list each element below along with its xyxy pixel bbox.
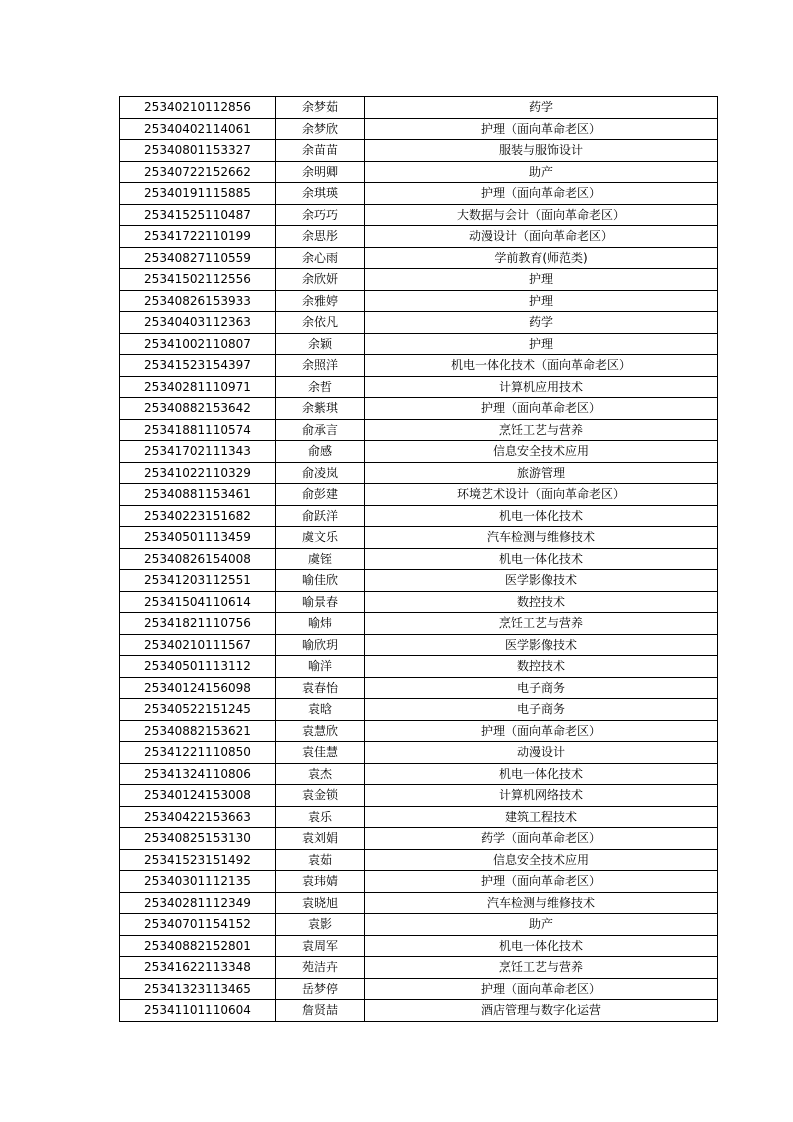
exam-number-cell: 25340402114061 bbox=[120, 118, 276, 140]
exam-number-cell: 25340281112349 bbox=[120, 892, 276, 914]
major-cell: 计算机应用技术 bbox=[365, 376, 718, 398]
exam-number-cell: 25340827110559 bbox=[120, 247, 276, 269]
exam-number-cell: 25340403112363 bbox=[120, 312, 276, 334]
exam-number-cell: 25340281110971 bbox=[120, 376, 276, 398]
table-row bbox=[120, 183, 718, 205]
exam-number-cell: 25340301112135 bbox=[120, 871, 276, 893]
student-name-cell: 余巧巧 bbox=[276, 204, 365, 226]
table-row bbox=[120, 677, 718, 699]
table-row bbox=[120, 290, 718, 312]
table-row bbox=[120, 871, 718, 893]
student-name-cell: 余琪瑛 bbox=[276, 183, 365, 205]
table-row bbox=[120, 656, 718, 678]
admission-list-table bbox=[119, 96, 718, 1022]
table-row bbox=[120, 376, 718, 398]
exam-number-cell: 25341702111343 bbox=[120, 441, 276, 463]
exam-number-cell: 25341525110487 bbox=[120, 204, 276, 226]
table-row bbox=[120, 914, 718, 936]
table-row bbox=[120, 591, 718, 613]
exam-number-cell: 25341323113465 bbox=[120, 978, 276, 1000]
major-cell: 动漫设计 bbox=[365, 742, 718, 764]
student-name-cell: 喻佳欣 bbox=[276, 570, 365, 592]
student-name-cell: 余欣妍 bbox=[276, 269, 365, 291]
exam-number-cell: 25340124156098 bbox=[120, 677, 276, 699]
student-name-cell: 余照洋 bbox=[276, 355, 365, 377]
major-cell: 护理（面向革命老区） bbox=[365, 183, 718, 205]
exam-number-cell: 25340422153663 bbox=[120, 806, 276, 828]
major-cell: 药学（面向革命老区） bbox=[365, 828, 718, 850]
table-row bbox=[120, 957, 718, 979]
exam-number-cell: 25340210111567 bbox=[120, 634, 276, 656]
student-name-cell: 余苗苗 bbox=[276, 140, 365, 162]
student-name-cell: 詹贤喆 bbox=[276, 1000, 365, 1022]
student-name-cell: 袁乐 bbox=[276, 806, 365, 828]
table-row bbox=[120, 570, 718, 592]
student-name-cell: 余紫琪 bbox=[276, 398, 365, 420]
major-cell: 服装与服饰设计 bbox=[365, 140, 718, 162]
student-name-cell: 余依凡 bbox=[276, 312, 365, 334]
table-row bbox=[120, 484, 718, 506]
exam-number-cell: 25341523151492 bbox=[120, 849, 276, 871]
table-row bbox=[120, 935, 718, 957]
student-name-cell: 袁佳慧 bbox=[276, 742, 365, 764]
table-row bbox=[120, 828, 718, 850]
major-cell: 电子商务 bbox=[365, 699, 718, 721]
exam-number-cell: 25341622113348 bbox=[120, 957, 276, 979]
exam-number-cell: 25341504110614 bbox=[120, 591, 276, 613]
major-cell: 护理（面向革命老区） bbox=[365, 978, 718, 1000]
exam-number-cell: 25341022110329 bbox=[120, 462, 276, 484]
table-row bbox=[120, 312, 718, 334]
student-name-cell: 虞文乐 bbox=[276, 527, 365, 549]
student-name-cell: 喻炜 bbox=[276, 613, 365, 635]
table-row bbox=[120, 634, 718, 656]
table-row bbox=[120, 462, 718, 484]
table-row bbox=[120, 806, 718, 828]
major-cell: 信息安全技术应用 bbox=[365, 849, 718, 871]
major-cell: 药学 bbox=[365, 312, 718, 334]
student-name-cell: 袁周军 bbox=[276, 935, 365, 957]
table-row bbox=[120, 226, 718, 248]
table-row bbox=[120, 118, 718, 140]
student-name-cell: 喻洋 bbox=[276, 656, 365, 678]
exam-number-cell: 25340881153461 bbox=[120, 484, 276, 506]
major-cell: 医学影像技术 bbox=[365, 634, 718, 656]
table-row bbox=[120, 720, 718, 742]
exam-number-cell: 25341203112551 bbox=[120, 570, 276, 592]
exam-number-cell: 25340191115885 bbox=[120, 183, 276, 205]
exam-number-cell: 25341722110199 bbox=[120, 226, 276, 248]
exam-number-cell: 25340882153621 bbox=[120, 720, 276, 742]
major-cell: 护理（面向革命老区） bbox=[365, 720, 718, 742]
student-name-cell: 袁春怡 bbox=[276, 677, 365, 699]
major-cell: 旅游管理 bbox=[365, 462, 718, 484]
exam-number-cell: 25340124153008 bbox=[120, 785, 276, 807]
major-cell: 机电一体化技术（面向革命老区） bbox=[365, 355, 718, 377]
student-name-cell: 袁杰 bbox=[276, 763, 365, 785]
exam-number-cell: 25340882153642 bbox=[120, 398, 276, 420]
major-cell: 机电一体化技术 bbox=[365, 763, 718, 785]
major-cell: 酒店管理与数字化运营 bbox=[365, 1000, 718, 1022]
table-row bbox=[120, 892, 718, 914]
student-name-cell: 余心雨 bbox=[276, 247, 365, 269]
admission-list-table-container bbox=[119, 96, 717, 1022]
major-cell: 动漫设计（面向革命老区） bbox=[365, 226, 718, 248]
major-cell: 医学影像技术 bbox=[365, 570, 718, 592]
major-cell: 计算机网络技术 bbox=[365, 785, 718, 807]
exam-number-cell: 25341523154397 bbox=[120, 355, 276, 377]
table-row bbox=[120, 742, 718, 764]
student-name-cell: 余思彤 bbox=[276, 226, 365, 248]
exam-number-cell: 25340210112856 bbox=[120, 97, 276, 119]
exam-number-cell: 25341502112556 bbox=[120, 269, 276, 291]
student-name-cell: 余雅婷 bbox=[276, 290, 365, 312]
table-row bbox=[120, 419, 718, 441]
table-row bbox=[120, 978, 718, 1000]
table-row bbox=[120, 548, 718, 570]
major-cell: 信息安全技术应用 bbox=[365, 441, 718, 463]
exam-number-cell: 25341881110574 bbox=[120, 419, 276, 441]
table-row bbox=[120, 699, 718, 721]
table-body bbox=[120, 97, 718, 1022]
table-row bbox=[120, 441, 718, 463]
table-row bbox=[120, 161, 718, 183]
student-name-cell: 苑洁卉 bbox=[276, 957, 365, 979]
exam-number-cell: 25341002110807 bbox=[120, 333, 276, 355]
table-row bbox=[120, 505, 718, 527]
exam-number-cell: 25340701154152 bbox=[120, 914, 276, 936]
major-cell: 大数据与会计（面向革命老区） bbox=[365, 204, 718, 226]
exam-number-cell: 25341821110756 bbox=[120, 613, 276, 635]
table-row bbox=[120, 613, 718, 635]
major-cell: 机电一体化技术 bbox=[365, 548, 718, 570]
student-name-cell: 俞跃洋 bbox=[276, 505, 365, 527]
table-row bbox=[120, 849, 718, 871]
exam-number-cell: 25340825153130 bbox=[120, 828, 276, 850]
exam-number-cell: 25341101110604 bbox=[120, 1000, 276, 1022]
major-cell: 护理（面向革命老区） bbox=[365, 118, 718, 140]
major-cell: 建筑工程技术 bbox=[365, 806, 718, 828]
student-name-cell: 虞铚 bbox=[276, 548, 365, 570]
major-cell: 烹饪工艺与营养 bbox=[365, 613, 718, 635]
major-cell: 机电一体化技术 bbox=[365, 935, 718, 957]
student-name-cell: 余梦茹 bbox=[276, 97, 365, 119]
major-cell: 学前教育(师范类) bbox=[365, 247, 718, 269]
exam-number-cell: 25340826153933 bbox=[120, 290, 276, 312]
major-cell: 护理 bbox=[365, 333, 718, 355]
exam-number-cell: 25340722152662 bbox=[120, 161, 276, 183]
major-cell: 机电一体化技术 bbox=[365, 505, 718, 527]
exam-number-cell: 25340882152801 bbox=[120, 935, 276, 957]
student-name-cell: 俞承言 bbox=[276, 419, 365, 441]
table-row bbox=[120, 398, 718, 420]
student-name-cell: 喻欣玥 bbox=[276, 634, 365, 656]
student-name-cell: 余颖 bbox=[276, 333, 365, 355]
major-cell: 环境艺术设计（面向革命老区） bbox=[365, 484, 718, 506]
major-cell: 烹饪工艺与营养 bbox=[365, 419, 718, 441]
major-cell: 数控技术 bbox=[365, 591, 718, 613]
table-row bbox=[120, 140, 718, 162]
student-name-cell: 俞凌岚 bbox=[276, 462, 365, 484]
table-row bbox=[120, 269, 718, 291]
major-cell: 护理（面向革命老区） bbox=[365, 871, 718, 893]
student-name-cell: 袁晓旭 bbox=[276, 892, 365, 914]
exam-number-cell: 25340522151245 bbox=[120, 699, 276, 721]
student-name-cell: 袁金锁 bbox=[276, 785, 365, 807]
major-cell: 护理（面向革命老区） bbox=[365, 398, 718, 420]
student-name-cell: 袁慧欣 bbox=[276, 720, 365, 742]
student-name-cell: 俞感 bbox=[276, 441, 365, 463]
table-row bbox=[120, 333, 718, 355]
student-name-cell: 袁茹 bbox=[276, 849, 365, 871]
major-cell: 助产 bbox=[365, 914, 718, 936]
major-cell: 数控技术 bbox=[365, 656, 718, 678]
exam-number-cell: 25340501113459 bbox=[120, 527, 276, 549]
student-name-cell: 袁影 bbox=[276, 914, 365, 936]
student-name-cell: 余明卿 bbox=[276, 161, 365, 183]
table-row bbox=[120, 355, 718, 377]
exam-number-cell: 25340826154008 bbox=[120, 548, 276, 570]
student-name-cell: 余哲 bbox=[276, 376, 365, 398]
table-row bbox=[120, 785, 718, 807]
exam-number-cell: 25340223151682 bbox=[120, 505, 276, 527]
major-cell: 汽车检测与维修技术 bbox=[365, 527, 718, 549]
exam-number-cell: 25341221110850 bbox=[120, 742, 276, 764]
table-row bbox=[120, 204, 718, 226]
major-cell: 护理 bbox=[365, 290, 718, 312]
table-row bbox=[120, 763, 718, 785]
student-name-cell: 袁玮婧 bbox=[276, 871, 365, 893]
table-row bbox=[120, 527, 718, 549]
major-cell: 药学 bbox=[365, 97, 718, 119]
student-name-cell: 喻景春 bbox=[276, 591, 365, 613]
table-row bbox=[120, 97, 718, 119]
table-row bbox=[120, 247, 718, 269]
exam-number-cell: 25340801153327 bbox=[120, 140, 276, 162]
student-name-cell: 袁刘娟 bbox=[276, 828, 365, 850]
student-name-cell: 岳梦停 bbox=[276, 978, 365, 1000]
student-name-cell: 俞彭建 bbox=[276, 484, 365, 506]
student-name-cell: 余梦欣 bbox=[276, 118, 365, 140]
exam-number-cell: 25340501113112 bbox=[120, 656, 276, 678]
major-cell: 电子商务 bbox=[365, 677, 718, 699]
major-cell: 烹饪工艺与营养 bbox=[365, 957, 718, 979]
table-row bbox=[120, 1000, 718, 1022]
exam-number-cell: 25341324110806 bbox=[120, 763, 276, 785]
major-cell: 助产 bbox=[365, 161, 718, 183]
major-cell: 汽车检测与维修技术 bbox=[365, 892, 718, 914]
major-cell: 护理 bbox=[365, 269, 718, 291]
student-name-cell: 袁晗 bbox=[276, 699, 365, 721]
